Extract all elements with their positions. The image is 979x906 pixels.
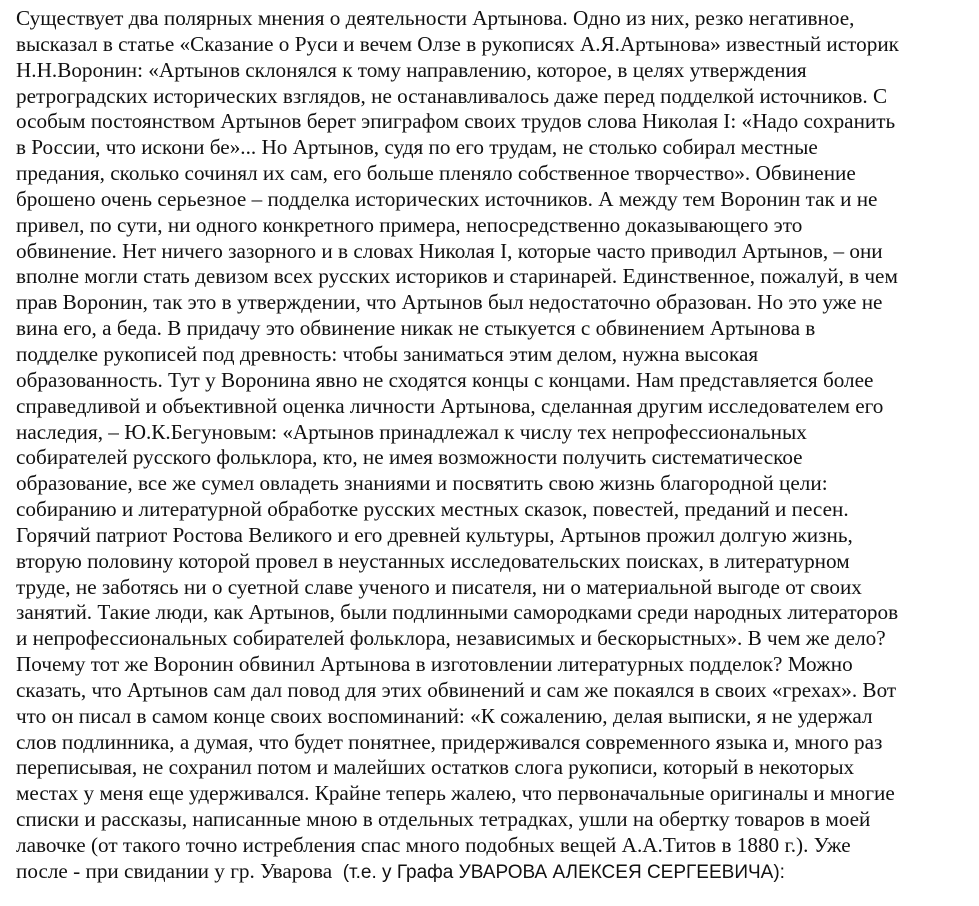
- text-line-last: [16, 859, 976, 886]
- text-line: занятий. Такие люди, как Артынов, были подлинными самородками среди народных литераторов: [16, 600, 899, 625]
- last-line-text: после - при свидании у гр. Уварова: [16, 858, 333, 883]
- text-line: особым постоянством Артынов берет эпиграфом своих трудов слова Николая I: «Надо сохранить: [16, 109, 896, 134]
- text-line: и непрофессиональных собирателей фольклора, независимых и бескорыстных». В чем же дело?: [16, 626, 886, 651]
- text-line: ретроградских исторических взглядов, не останавливалось даже перед подделкой источников. С: [16, 83, 888, 108]
- text-line: в России, что искони бе»... Но Артынов, судя по его трудам, не столько собирал местные: [16, 135, 818, 160]
- text-line: привел, по сути, ни одного конкретного примера, непосредственно доказывающего это: [16, 212, 803, 237]
- text-line: вина его, а беда. В придачу это обвинение никак не стыкуется с обвинением Артынова в: [16, 316, 816, 341]
- text-line: наследия, – Ю.К.Бегуновым: «Артынов принадлежал к числу тех непрофессиональных: [16, 419, 807, 444]
- text-line: собирателей русского фольклора, кто, не имея возможности получить систематическое: [16, 445, 803, 470]
- document-body-text: [16, 6, 976, 886]
- text-line: вторую половину которой провел в неустанных исследовательских поисках, в литературном: [16, 548, 850, 573]
- text-line: списки и рассказы, написанные мною в отдельных тетрадках, ушли на обертку товаров в моей: [16, 807, 871, 832]
- text-line: высказал в статье «Сказание о Руси и вечем Олзе в рукописях А.Я.Артынова» известный историк: [16, 31, 899, 56]
- text-line: местах у меня еще удерживался. Крайне теперь жалею, что первоначальные оригиналы и многие: [16, 781, 895, 806]
- text-line: что он писал в самом конце своих воспоминаний: «К сожалению, делая выписки, я не удержал: [16, 703, 873, 728]
- text-line: Существует два полярных мнения о деятельности Артынова. Одно из них, резко негативное,: [16, 6, 855, 30]
- text-line: переписывая, не сохранил потом и малейших остатков слога рукописи, который в некоторых: [16, 755, 855, 780]
- text-line: сказать, что Артынов сам дал повод для этих обвинений и сам же покаялся в своих «грехах». Вот: [16, 677, 897, 702]
- text-line: обвинение. Нет ничего зазорного и в словах Николая I, которые часто приводил Артынов, – они: [16, 238, 883, 263]
- last-line-annotation: (т.е. у Графа УВАРОВА АЛЕКСЕЯ СЕРГЕЕВИЧА):: [342, 861, 785, 883]
- text-line: собиранию и литературной обработке русских местных сказок, повестей, преданий и песен.: [16, 497, 849, 522]
- text-line: вполне могли стать девизом всех русских историков и старинарей. Единственное, пожалуй, в чем: [16, 264, 898, 289]
- text-line: образование, все же сумел овладеть знаниями и посвятить свою жизнь благородной цели:: [16, 471, 828, 496]
- text-line: прав Воронин, так это в утверждении, что Артынов был недостаточно образован. Но это уже не: [16, 290, 883, 315]
- text-line: Н.Н.Воронин: «Артынов склонялся к тому направлению, которое, в целях утверждения: [16, 57, 807, 82]
- text-line: подделке рукописей под древность: чтобы заниматься этим делом, нужна высокая: [16, 341, 759, 366]
- text-line: справедливой и объективной оценка личности Артынова, сделанная другим исследователем его: [16, 393, 884, 418]
- text-line: образованность. Тут у Воронина явно не сходятся концы с концами. Нам представляется более: [16, 367, 874, 392]
- text-line: слов подлинника, а думая, что будет понятнее, придерживался современного языка и, много раз: [16, 729, 883, 754]
- text-line: Почему тот же Воронин обвинил Артынова в изготовлении литературных подделок? Можно: [16, 652, 853, 677]
- text-line: брошено очень серьезное – подделка исторических источников. А между тем Воронин так и не: [16, 186, 878, 211]
- text-line: Горячий патриот Ростова Великого и его древней культуры, Артынов прожил долгую жизнь,: [16, 522, 853, 547]
- text-line: труде, не заботясь ни о суетной славе ученого и писателя, ни о материальной выгоде от своих: [16, 574, 862, 599]
- text-line: лавочке (от такого точно истребления спас много подобных вещей А.А.Титов в 1880 г.). Уже: [16, 833, 851, 857]
- text-line: предания, сколько сочинял их сам, его больше пленяло собственное творчество». Обвинение: [16, 161, 856, 186]
